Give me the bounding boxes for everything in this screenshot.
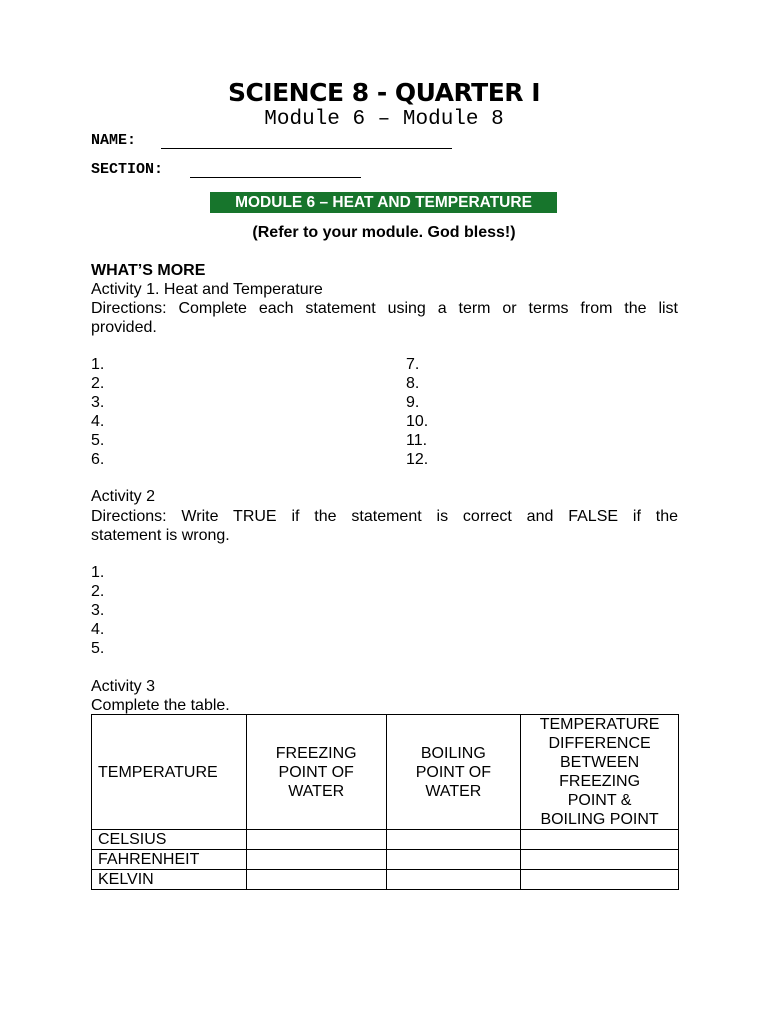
answer-cell[interactable] [386,830,521,850]
answer-cell[interactable] [386,870,521,890]
list-item: 7. [406,356,420,373]
answer-cell[interactable] [386,850,521,870]
answer-cell[interactable] [246,850,386,870]
list-item: 1. [91,356,105,373]
activity1-left-list [91,355,104,469]
activity1-title: Activity 1. Heat and Temperature [91,281,323,298]
table-header-row [92,715,679,830]
answer-cell[interactable] [246,870,386,890]
list-item: 12. [406,451,429,468]
list-item: 2. [91,583,105,600]
table-row [92,870,679,890]
row-label-kelvin: KELVIN [92,870,247,890]
row-label-fahrenheit: FAHRENHEIT [92,850,247,870]
temperature-table [91,714,679,890]
activity1-directions: Directions: Complete each statement using a term or terms from the list [91,300,678,317]
activity2-title: Activity 2 [91,488,156,505]
list-item: 4. [91,413,105,430]
list-item: 10. [406,413,429,430]
answer-cell[interactable] [521,830,679,850]
list-item: 11. [406,432,428,449]
name-field[interactable] [161,148,452,149]
section-label: SECTION: [91,161,164,178]
activity1-right-list [406,355,428,469]
activity2-list [91,563,104,658]
list-item: 2. [91,375,105,392]
list-item: 1. [91,564,105,581]
table-row [92,850,679,870]
activity3-instruction: Complete the table. [91,697,230,714]
list-item: 6. [91,451,105,468]
list-item: 5. [91,640,105,657]
list-item: 8. [406,375,420,392]
activity2-directions: Directions: Write TRUE if the statement is correct and FALSE if the [91,508,678,525]
header-cell-boiling: BOILING POINT OF WATER [386,715,521,830]
whats-more-heading: WHAT’S MORE [91,262,206,279]
list-item: 3. [91,602,105,619]
list-item: 3. [91,394,105,411]
header-cell-difference: TEMPERATURE DIFFERENCE BETWEEN FREEZING POINT & BOILING POINT [521,715,679,830]
list-item: 9. [406,394,420,411]
answer-cell[interactable] [246,830,386,850]
activity3-title: Activity 3 [91,678,156,695]
note-text: (Refer to your module. God bless!) [252,224,516,241]
activity1-directions-cont: provided. [91,319,157,336]
page-title: SCIENCE 8 - QUARTER I [227,78,541,107]
answer-cell[interactable] [521,870,679,890]
table-row [92,830,679,850]
header-cell-freezing: FREEZING POINT OF WATER [246,715,386,830]
answer-cell[interactable] [521,850,679,870]
header-cell-temperature: TEMPERATURE [92,715,247,830]
list-item: 4. [91,621,105,638]
row-label-celsius: CELSIUS [92,830,247,850]
page-subtitle: Module 6 – Module 8 [264,108,504,131]
activity2-directions-cont: statement is wrong. [91,527,230,544]
module-banner: MODULE 6 – HEAT AND TEMPERATURE [210,192,557,213]
name-label: NAME: [91,132,137,149]
list-item: 5. [91,432,105,449]
section-field[interactable] [190,177,361,178]
